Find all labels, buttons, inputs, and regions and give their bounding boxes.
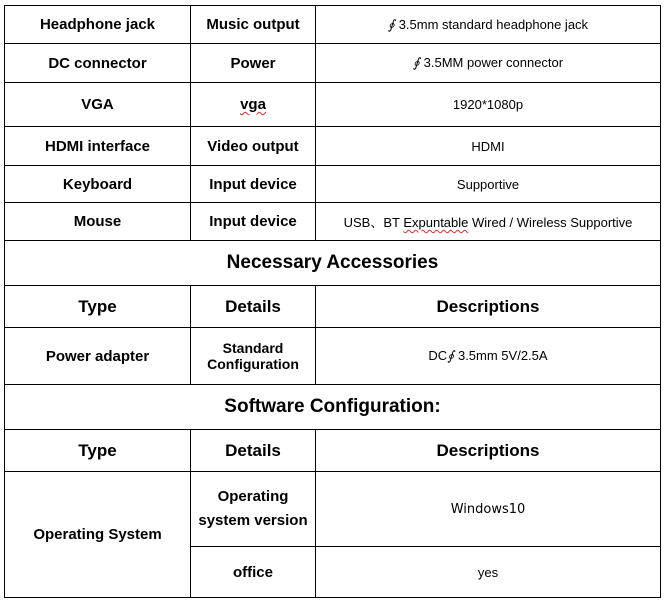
desc-prefix: DC <box>428 348 448 363</box>
table-row <box>5 83 661 127</box>
spec-table <box>4 5 661 598</box>
spec-text: 3.5MM power connector <box>423 55 564 70</box>
component-cell: VGA <box>5 83 191 127</box>
spec-underlined: Expuntable <box>403 215 469 230</box>
spec-cell: HDMI <box>316 127 661 166</box>
spec-prefix: USB、BT <box>343 215 404 230</box>
function-cell: Input device <box>191 166 316 203</box>
details-line: system version <box>198 512 308 529</box>
software-desc-cell: yes <box>316 547 661 598</box>
section-heading-row <box>5 241 661 286</box>
component-cell: Keyboard <box>5 166 191 203</box>
phi-symbol: ∮ <box>447 349 454 364</box>
spec-cell <box>316 44 661 83</box>
table-row <box>5 6 661 44</box>
software-details-cell: office <box>191 547 316 598</box>
software-type-cell: Operating System <box>5 472 191 598</box>
column-header-row <box>5 286 661 328</box>
col-type-header: Type <box>5 286 191 328</box>
accessory-type-cell: Power adapter <box>5 328 191 385</box>
spec-cell <box>316 6 661 44</box>
desc-text: 3.5mm 5V/2.5A <box>457 348 548 363</box>
component-cell: HDMI interface <box>5 127 191 166</box>
software-desc-cell: Windows10 <box>316 472 661 547</box>
software-details-cell <box>191 472 316 547</box>
table-row <box>5 127 661 166</box>
table-row <box>5 166 661 203</box>
function-cell: Video output <box>191 127 316 166</box>
component-cell: Mouse <box>5 203 191 241</box>
col-descriptions-header: Descriptions <box>316 430 661 472</box>
software-heading: Software Configuration: <box>5 385 661 430</box>
table-row <box>5 328 661 385</box>
table-row <box>5 44 661 83</box>
component-cell: Headphone jack <box>5 6 191 44</box>
table-row <box>5 472 661 547</box>
accessories-heading: Necessary Accessories <box>5 241 661 286</box>
col-type-header: Type <box>5 430 191 472</box>
spec-cell <box>316 203 661 241</box>
details-line: Configuration <box>207 356 299 372</box>
function-cell <box>191 83 316 127</box>
component-cell: DC connector <box>5 44 191 83</box>
spec-cell: 1920*1080p <box>316 83 661 127</box>
function-cell: Input device <box>191 203 316 241</box>
accessory-desc-cell <box>316 328 661 385</box>
function-cell: Music output <box>191 6 316 44</box>
function-text: vga <box>240 96 266 113</box>
section-heading-row <box>5 385 661 430</box>
details-line: Operating <box>217 488 289 505</box>
col-details-header: Details <box>191 286 316 328</box>
spec-suffix: Wired / Wireless Supportive <box>468 215 633 230</box>
spec-text: 3.5mm standard headphone jack <box>398 16 589 32</box>
details-line: Standard <box>222 340 284 356</box>
column-header-row <box>5 430 661 472</box>
accessory-details-cell <box>191 328 316 385</box>
col-descriptions-header: Descriptions <box>316 286 661 328</box>
function-cell: Power <box>191 44 316 83</box>
col-details-header: Details <box>191 430 316 472</box>
table-row <box>5 203 661 241</box>
phi-symbol: ∮ <box>412 56 420 71</box>
spec-cell: Supportive <box>316 166 661 203</box>
phi-symbol: ∮ <box>387 17 395 33</box>
